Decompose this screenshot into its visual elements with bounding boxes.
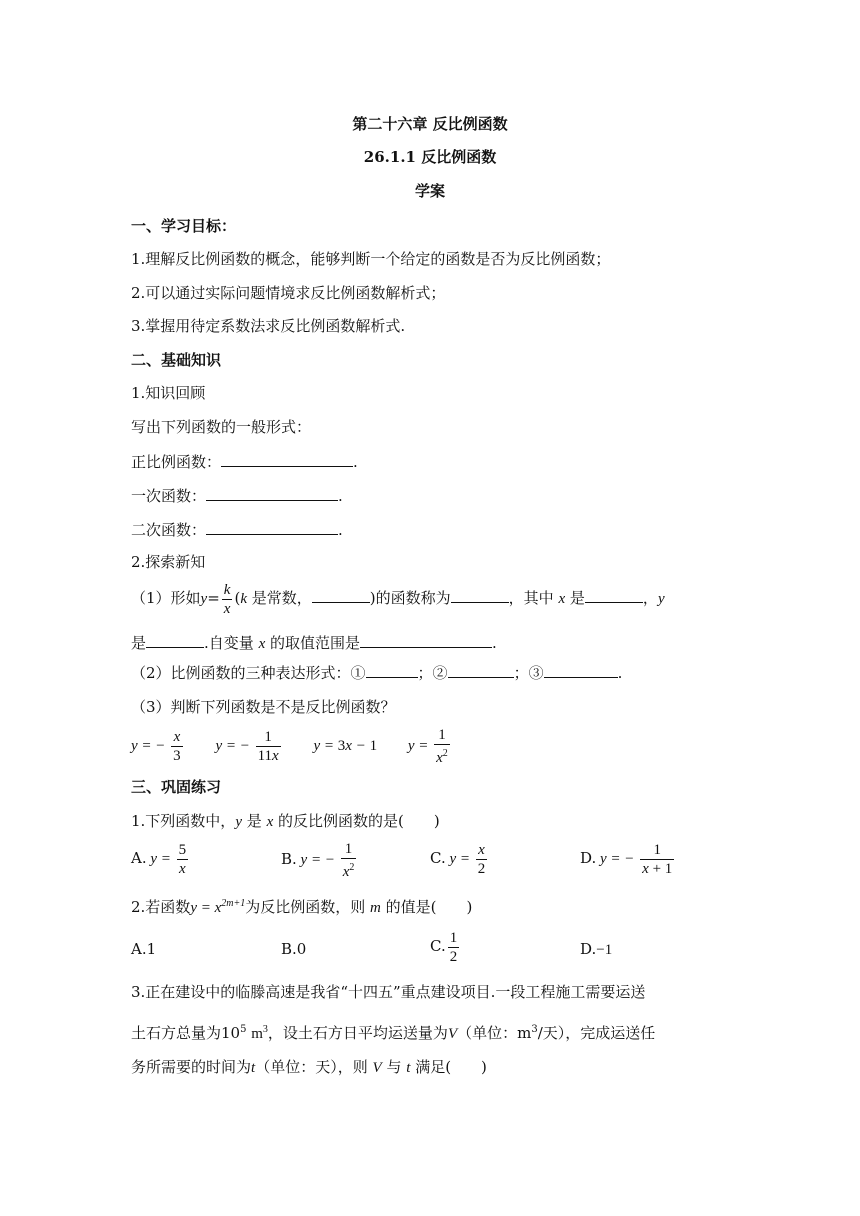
answer-blank[interactable] [206,519,338,535]
review-item-quadratic: 二次函数： . [131,521,343,539]
review-label: 二次函数： [131,521,207,539]
answer-blank[interactable] [366,662,418,678]
answer-blank[interactable] [448,662,514,678]
function-1: y = − $\frac{x}{3}$ [131,729,181,765]
option-a[interactable]: A. y = $\frac{5}{x}$ [131,842,187,878]
option-b[interactable]: B.0 [281,940,307,958]
option-c[interactable]: C. y = $\frac{x}{2}$ [430,842,486,878]
answer-blank[interactable] [544,662,618,678]
section-title: 26.1.1 反比例函数 [363,148,497,166]
goal-item-2: 2.可以通过实际问题情境求反比例函数解析式； [131,284,446,302]
review-prompt: 写出下列函数的一般形式： [131,418,312,436]
review-label: 一次函数： [131,487,207,505]
goals-heading: 一、学习目标： [131,217,237,235]
practice-question-2: 2.若函数$y = x^{2m+1}$为反比例函数，则 m 的值是( ) [131,898,473,916]
question-1-line-1: （1）形如y= $\frac{k}{x}$ (k 是常数， )的函数称为 ，其中 x 是 ，y [131,581,665,617]
option-a[interactable]: A.1 [131,940,157,958]
chapter-title: 第二十六章 反比例函数 [352,115,508,133]
answer-blank[interactable] [451,587,509,603]
practice-question-1: 1.下列函数中，y 是 x 的反比例函数的是( ) [131,812,440,830]
answer-blank[interactable] [221,451,353,467]
review-item-linear: 一次函数： . [131,487,343,505]
function-3: y = 3x − 1 [313,738,378,754]
function-2: y = − $\frac{1}{11x}$ [215,729,279,765]
fraction-k-over-x: $\frac{k}{x}$ [223,581,231,617]
goal-item-1: 1.理解反比例函数的概念，能够判断一个给定的函数是否为反比例函数； [131,250,611,268]
option-b[interactable]: B. y = − $\frac{1}{x^2}$ [281,841,355,880]
answer-blank[interactable] [585,587,643,603]
question-3: （3）判断下列函数是不是反比例函数？ [131,698,396,716]
option-c[interactable]: C. $\frac{1}{2}$ [430,929,458,965]
practice-question-3-line-1: 3.正在建设中的临滕高速是我省“十四五”重点建设项目.一段工程施工需要运送 [131,983,646,1001]
explore-title: 2.探索新知 [131,553,206,571]
review-label: 正比例函数： [131,453,222,471]
question-1-line-2: 是 .自变量 x 的取值范围是 . [131,634,497,652]
doc-subtitle: 学案 [414,182,445,200]
practice-question-3-line-3: 务所需要的时间为t（单位：天），则 V 与 t 满足( ) [131,1058,487,1076]
practice-question-3-line-2: 土石方总量为$10^5$ $m^3$，设土石方日平均运送量为V（单位：$m^3/$天），完成运送任 [131,1024,656,1042]
practice-heading: 三、巩固练习 [131,778,222,796]
goal-item-3: 3.掌握用待定系数法求反比例函数解析式. [131,317,406,335]
option-d[interactable]: D.−1 [580,940,613,958]
review-title: 1.知识回顾 [131,384,206,402]
option-d[interactable]: D. y = − $\frac{1}{x + 1}$ [580,842,673,878]
function-4: y = $\frac{1}{x^2}$ [407,727,448,767]
answer-blank[interactable] [206,485,338,501]
question-2: （2）比例函数的三种表达形式：① ；② ；③ . [131,664,623,682]
answer-blank[interactable] [146,632,204,648]
question-3-functions [131,725,452,767]
review-item-direct-proportion: 正比例函数： . [131,453,358,471]
answer-blank[interactable] [312,587,370,603]
basics-heading: 二、基础知识 [131,351,222,369]
answer-blank[interactable] [360,632,492,648]
